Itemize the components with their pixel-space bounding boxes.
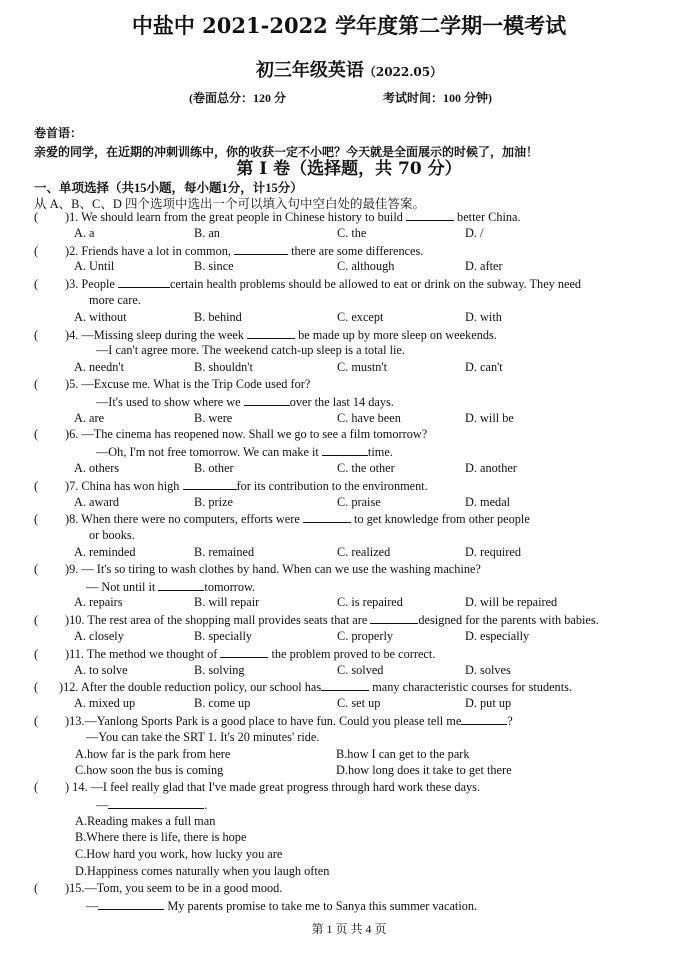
option-d: D. another bbox=[465, 460, 517, 475]
answer-paren: ( bbox=[34, 680, 39, 695]
option-d: D. can't bbox=[465, 360, 503, 375]
option-a: A. closely bbox=[74, 628, 124, 643]
option-d: D. / bbox=[465, 225, 484, 240]
option-b: B. come up bbox=[194, 696, 251, 711]
question-1-options bbox=[34, 225, 664, 242]
option-d: D. with bbox=[465, 309, 502, 324]
question-9-reply: — Not until it tomorrow. bbox=[86, 579, 256, 594]
answer-blank bbox=[322, 443, 368, 456]
answer-paren: ( bbox=[34, 561, 39, 576]
option-b: B. prize bbox=[194, 494, 233, 509]
part-instruction: 从 A、B、C、D 四个选项中选出一个可以填入句中空白处的最佳答案。 bbox=[34, 197, 425, 211]
answer-paren: ( bbox=[34, 880, 39, 895]
option-c: C. set up bbox=[337, 696, 381, 711]
answer-paren: ( bbox=[34, 478, 39, 493]
preface-label: 卷首语： bbox=[34, 126, 83, 140]
question-5: ( )5. —Excuse me. What is the Trip Code used for? bbox=[34, 376, 311, 391]
option-b: B. an bbox=[194, 225, 220, 240]
answer-paren: ( bbox=[34, 713, 39, 728]
answer-paren: ( bbox=[34, 427, 39, 442]
option-b: B. will repair bbox=[194, 595, 260, 610]
answer-blank bbox=[244, 393, 290, 406]
question-14-reply: — . bbox=[96, 797, 208, 812]
question-7-options bbox=[34, 494, 664, 511]
option-c: C. realized bbox=[337, 544, 391, 559]
option-d: D. will be repaired bbox=[465, 595, 558, 610]
question-10: ( )10. The rest area of the shopping mall provides seats that are designed for the parents with babies. bbox=[34, 613, 599, 628]
option-c: C. properly bbox=[337, 628, 394, 643]
option-d: D. required bbox=[465, 544, 521, 559]
answer-paren: ( bbox=[34, 243, 39, 258]
question-11: ( )11. The method we thought of the problem proved to be correct. bbox=[34, 646, 436, 661]
option-c: C. solved bbox=[337, 662, 384, 677]
question-13-options-ab bbox=[34, 746, 664, 763]
question-7: ( )7. China has won high for its contribution to the environment. bbox=[34, 478, 428, 493]
answer-blank bbox=[220, 645, 268, 658]
option-d: D. medal bbox=[465, 494, 511, 509]
option-d: D. will be bbox=[465, 410, 514, 425]
option-a: A. to solve bbox=[74, 662, 128, 677]
question-4-reply: —I can't agree more. The weekend catch-up sleep is a total lie. bbox=[96, 343, 405, 358]
answer-blank bbox=[118, 275, 170, 288]
question-14-option-c: C.How hard you work, how lucky you are bbox=[75, 847, 283, 862]
answer-blank bbox=[461, 712, 507, 725]
option-d: D.how long does it take to get there bbox=[336, 763, 512, 778]
exam-time: 考试时间：100 分钟) bbox=[383, 91, 492, 105]
preface-text: 亲爱的同学，在近期的冲刺训练中，你的收获一定不小吧？今天就是全面展示的时候了，加油！ bbox=[34, 145, 539, 159]
option-c: C. although bbox=[337, 259, 395, 274]
question-5-reply: —It's used to show where we over the last 14 days. bbox=[96, 394, 394, 409]
option-c: C. praise bbox=[337, 494, 381, 509]
question-3-continued: more care. bbox=[89, 292, 141, 307]
option-b: B. solving bbox=[194, 662, 245, 677]
question-15-reply: — My parents promise to take me to Sanya this summer vacation. bbox=[86, 898, 478, 913]
option-a: A. mixed up bbox=[74, 696, 136, 711]
question-14-option-d: D.Happiness comes naturally when you laugh often bbox=[75, 864, 330, 879]
answer-paren: ( bbox=[34, 512, 39, 527]
question-6-options bbox=[34, 460, 664, 477]
question-14-option-b: B.Where there is life, there is hope bbox=[75, 830, 247, 845]
question-3-options bbox=[34, 309, 664, 326]
question-12-options bbox=[34, 695, 664, 712]
question-13-reply: —You can take the SRT 1. It's 20 minutes' ride. bbox=[86, 729, 320, 744]
answer-paren: ( bbox=[34, 613, 39, 628]
question-12: ( )12. After the double reduction policy, our school has many characteristic courses for students. bbox=[34, 680, 572, 695]
part-heading: 一、单项选择（共15小题，每小题1分，计15分） bbox=[34, 181, 303, 195]
option-a: A. Until bbox=[74, 259, 115, 274]
option-b: B.how I can get to the park bbox=[336, 746, 470, 761]
question-11-options bbox=[34, 662, 664, 679]
answer-blank bbox=[303, 510, 351, 523]
option-c: C. is repaired bbox=[337, 595, 403, 610]
option-c: C. mustn't bbox=[337, 360, 388, 375]
answer-blank bbox=[108, 796, 204, 809]
answer-blank bbox=[98, 897, 164, 910]
option-a: A. are bbox=[74, 410, 105, 425]
question-3: ( )3. People certain health problems should be allowed to eat or drink on the subway. They need bbox=[34, 277, 582, 292]
question-1: ( )1. We should learn from the great people in Chinese history to build better China. bbox=[34, 210, 521, 224]
question-14-option-a: A.Reading makes a full man bbox=[75, 813, 216, 828]
option-b: B. shouldn't bbox=[194, 360, 253, 375]
answer-blank bbox=[321, 678, 369, 691]
question-8: ( )8. When there were no computers, efforts were to get knowledge from other people bbox=[34, 512, 530, 527]
answer-blank bbox=[158, 578, 204, 591]
question-10-options bbox=[34, 628, 664, 645]
option-a: A. award bbox=[74, 494, 120, 509]
answer-blank bbox=[406, 208, 454, 221]
answer-paren: ( bbox=[34, 277, 39, 292]
page-footer: 第 1 页 共 4 页 bbox=[311, 922, 387, 936]
question-9-options bbox=[34, 594, 664, 611]
question-4-options bbox=[34, 359, 664, 376]
option-d: D. put up bbox=[465, 696, 512, 711]
answer-blank bbox=[247, 326, 295, 339]
option-c: C. except bbox=[337, 309, 384, 324]
option-c: C. the other bbox=[337, 460, 395, 475]
question-2-options bbox=[34, 258, 664, 275]
question-15: ( )15.—Tom, you seem to be in a good mood. bbox=[34, 880, 283, 895]
option-a: A.how far is the park from here bbox=[75, 746, 231, 761]
answer-paren: ( bbox=[34, 376, 39, 391]
option-b: B. behind bbox=[194, 309, 242, 324]
option-c: C. have been bbox=[337, 410, 401, 425]
question-list bbox=[34, 208, 664, 913]
section-title: 第 I 卷（选择题，共 70 分） bbox=[236, 159, 462, 179]
subject-title: 初三年级英语 bbox=[255, 60, 364, 81]
option-a: A. repairs bbox=[74, 595, 123, 610]
option-b: B. were bbox=[194, 410, 233, 425]
answer-paren: ( bbox=[34, 646, 39, 661]
option-c: C.how soon the bus is coming bbox=[75, 763, 224, 778]
question-4: ( )4. —Missing sleep during the week be made up by more sleep on weekends. bbox=[34, 327, 497, 342]
option-d: D. after bbox=[465, 259, 503, 274]
option-a: A. without bbox=[74, 309, 127, 324]
answer-paren: ( bbox=[34, 780, 39, 795]
question-6-reply: —Oh, I'm not free tomorrow. We can make it time. bbox=[96, 445, 393, 460]
option-d: D. solves bbox=[465, 662, 511, 677]
answer-paren: ( bbox=[34, 210, 39, 224]
option-b: B. since bbox=[194, 259, 234, 274]
question-5-options bbox=[34, 410, 664, 427]
option-b: B. remained bbox=[194, 544, 255, 559]
option-b: B. other bbox=[194, 460, 234, 475]
option-a: A. needn't bbox=[74, 360, 125, 375]
exam-title: 中盐中 2021-2022 学年度第二学期一模考试 bbox=[131, 13, 567, 38]
question-9: ( )9. — It's so tiring to wash clothes by hand. When can we use the washing machine? bbox=[34, 561, 481, 576]
answer-blank bbox=[234, 242, 288, 255]
option-c: C. the bbox=[337, 225, 367, 240]
answer-blank bbox=[183, 477, 237, 490]
option-a: A. reminded bbox=[74, 544, 136, 559]
option-a: A. others bbox=[74, 460, 120, 475]
total-score: (卷面总分：120 分 bbox=[189, 91, 286, 105]
question-6: ( )6. —The cinema has reopened now. Shall we go to see a film tomorrow? bbox=[34, 427, 428, 442]
exam-date: （2022.05） bbox=[363, 65, 443, 79]
question-14: ( ) 14. —I feel really glad that I've made great progress through hard work these days. bbox=[34, 780, 481, 795]
option-b: B. specially bbox=[194, 628, 253, 643]
answer-blank bbox=[370, 611, 418, 624]
answer-paren: ( bbox=[34, 327, 39, 342]
exam-subtitle bbox=[0, 56, 698, 82]
question-8-continued: or books. bbox=[89, 528, 135, 543]
option-a: A. a bbox=[74, 225, 95, 240]
question-8-options bbox=[34, 544, 664, 561]
question-2: ( )2. Friends have a lot in common, there are some differences. bbox=[34, 243, 424, 258]
question-13-options-cd bbox=[34, 762, 664, 779]
option-d: D. especially bbox=[465, 628, 530, 643]
question-13: ( )13.—Yanlong Sports Park is a good place to have fun. Could you please tell me ? bbox=[34, 713, 513, 728]
